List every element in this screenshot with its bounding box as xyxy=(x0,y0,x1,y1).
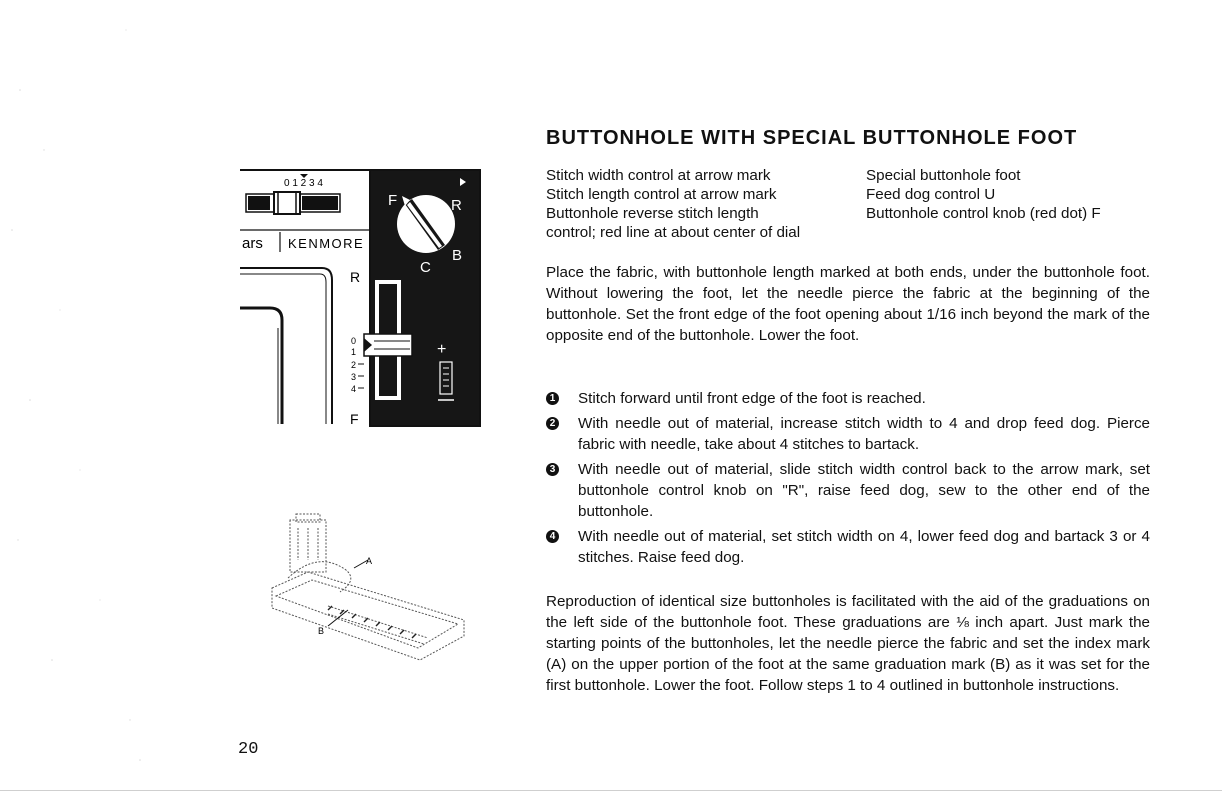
length-scale-label: 4 xyxy=(351,384,357,394)
foot-shank-top xyxy=(296,514,320,522)
step-item xyxy=(546,526,1150,568)
foot-opening xyxy=(328,614,424,644)
label-a: A xyxy=(366,556,373,566)
intro-paragraph: Place the fabric, with buttonhole length marked at both ends, under the buttonhole foot. Without lowering the foot, let the needle pierce the fabric at the beginning of the buttonhole. Set the front edge of the foot opening about 1/16 inch beyond the mark of the opposite end of the buttonhole. Lower the foot. xyxy=(546,264,1150,344)
scan-speckle xyxy=(0,0,160,794)
dial-label-f: F xyxy=(388,192,398,209)
dial-label-r: R xyxy=(451,197,462,214)
setting-right: Special buttonhole foot xyxy=(866,167,1021,184)
step-item xyxy=(546,413,1150,455)
foot-sole xyxy=(272,572,464,660)
lever-label-f: F xyxy=(350,411,359,427)
width-slider-dark xyxy=(302,196,338,210)
page-number: 20 xyxy=(238,740,259,759)
settings-row xyxy=(546,166,1152,185)
brand-kenmore: KENMORE xyxy=(288,236,365,251)
settings-row xyxy=(546,185,1152,204)
width-scale-numbers: 0 1 2 3 4 xyxy=(284,178,323,189)
control-panel-illustration xyxy=(240,168,485,430)
settings-row xyxy=(546,223,1152,242)
width-slider-dark xyxy=(248,196,270,210)
label-b: B xyxy=(318,626,325,636)
step-text: With needle out of material, increase stitch width to 4 and drop feed dog. Pierce fabric with needle, take about 4 stitches to bartack. xyxy=(578,415,1150,453)
settings-row xyxy=(546,204,1152,223)
step-item xyxy=(546,388,1150,409)
step-number-badge: 2 xyxy=(546,417,559,430)
step-text: With needle out of material, slide stitch width control back to the arrow mark, set buttonhole control knob on "R", raise feed dog, sew to the other end of the buttonhole. xyxy=(578,461,1150,520)
buttonhole-foot-illustration xyxy=(268,510,483,670)
step-item xyxy=(546,459,1150,522)
foot-shank-detail xyxy=(298,528,318,560)
page-title: BUTTONHOLE WITH SPECIAL BUTTONHOLE FOOT xyxy=(546,127,1078,149)
setting-left: Stitch length control at arrow mark xyxy=(546,186,777,203)
length-scale-label: 2 xyxy=(351,360,357,370)
step-text: Stitch forward until front edge of the foot is reached. xyxy=(578,390,926,407)
settings-list xyxy=(546,166,1152,242)
step-number-badge: 1 xyxy=(546,392,559,405)
setting-left: Buttonhole reverse stitch length xyxy=(546,205,759,222)
length-scale-label: 3 xyxy=(351,372,357,382)
dial-label-c: C xyxy=(420,259,431,276)
setting-right: Feed dog control U xyxy=(866,186,996,203)
page-bottom-rule xyxy=(0,790,1222,791)
graduation-marks xyxy=(328,606,416,638)
step-number-badge: 3 xyxy=(546,463,559,476)
plus-sign: + xyxy=(437,341,447,358)
lever-label-r: R xyxy=(350,269,361,285)
leader-line-b xyxy=(328,610,348,626)
foot-toe-curve xyxy=(288,562,351,592)
brand-partial: ars xyxy=(242,235,263,252)
setting-left: Stitch width control at arrow mark xyxy=(546,167,771,184)
step-text: With needle out of material, set stitch width on 4, lower feed dog and bartack 3 or 4 stitches. Raise feed dog. xyxy=(578,528,1150,566)
step-number-badge: 4 xyxy=(546,530,559,543)
setting-right: Buttonhole control knob (red dot) F xyxy=(866,205,1101,222)
dial-label-b: B xyxy=(452,247,463,264)
settings-tail: control; red line at about center of dial xyxy=(546,224,801,241)
reproduction-paragraph: Reproduction of identical size buttonholes is facilitated with the aid of the graduations on the left side of the buttonhole foot. These graduations are ⅛ inch apart. Just mark the starting points of the buttonholes, let the needle pierce the fabric and set the index mark (A) on the upper portion of the foot at the same graduation mark (B) as it was set for the first buttonhole. Lower the foot. Follow steps 1 to 4 outlined in buttonhole instructions. xyxy=(546,593,1150,694)
foot-sole-inner xyxy=(276,580,458,648)
machine-body-outline xyxy=(240,308,282,424)
step-list xyxy=(546,388,1150,572)
machine-body-outline xyxy=(240,268,332,424)
length-scale-label: 0 xyxy=(351,336,357,346)
length-scale-label: 1 xyxy=(351,347,357,357)
